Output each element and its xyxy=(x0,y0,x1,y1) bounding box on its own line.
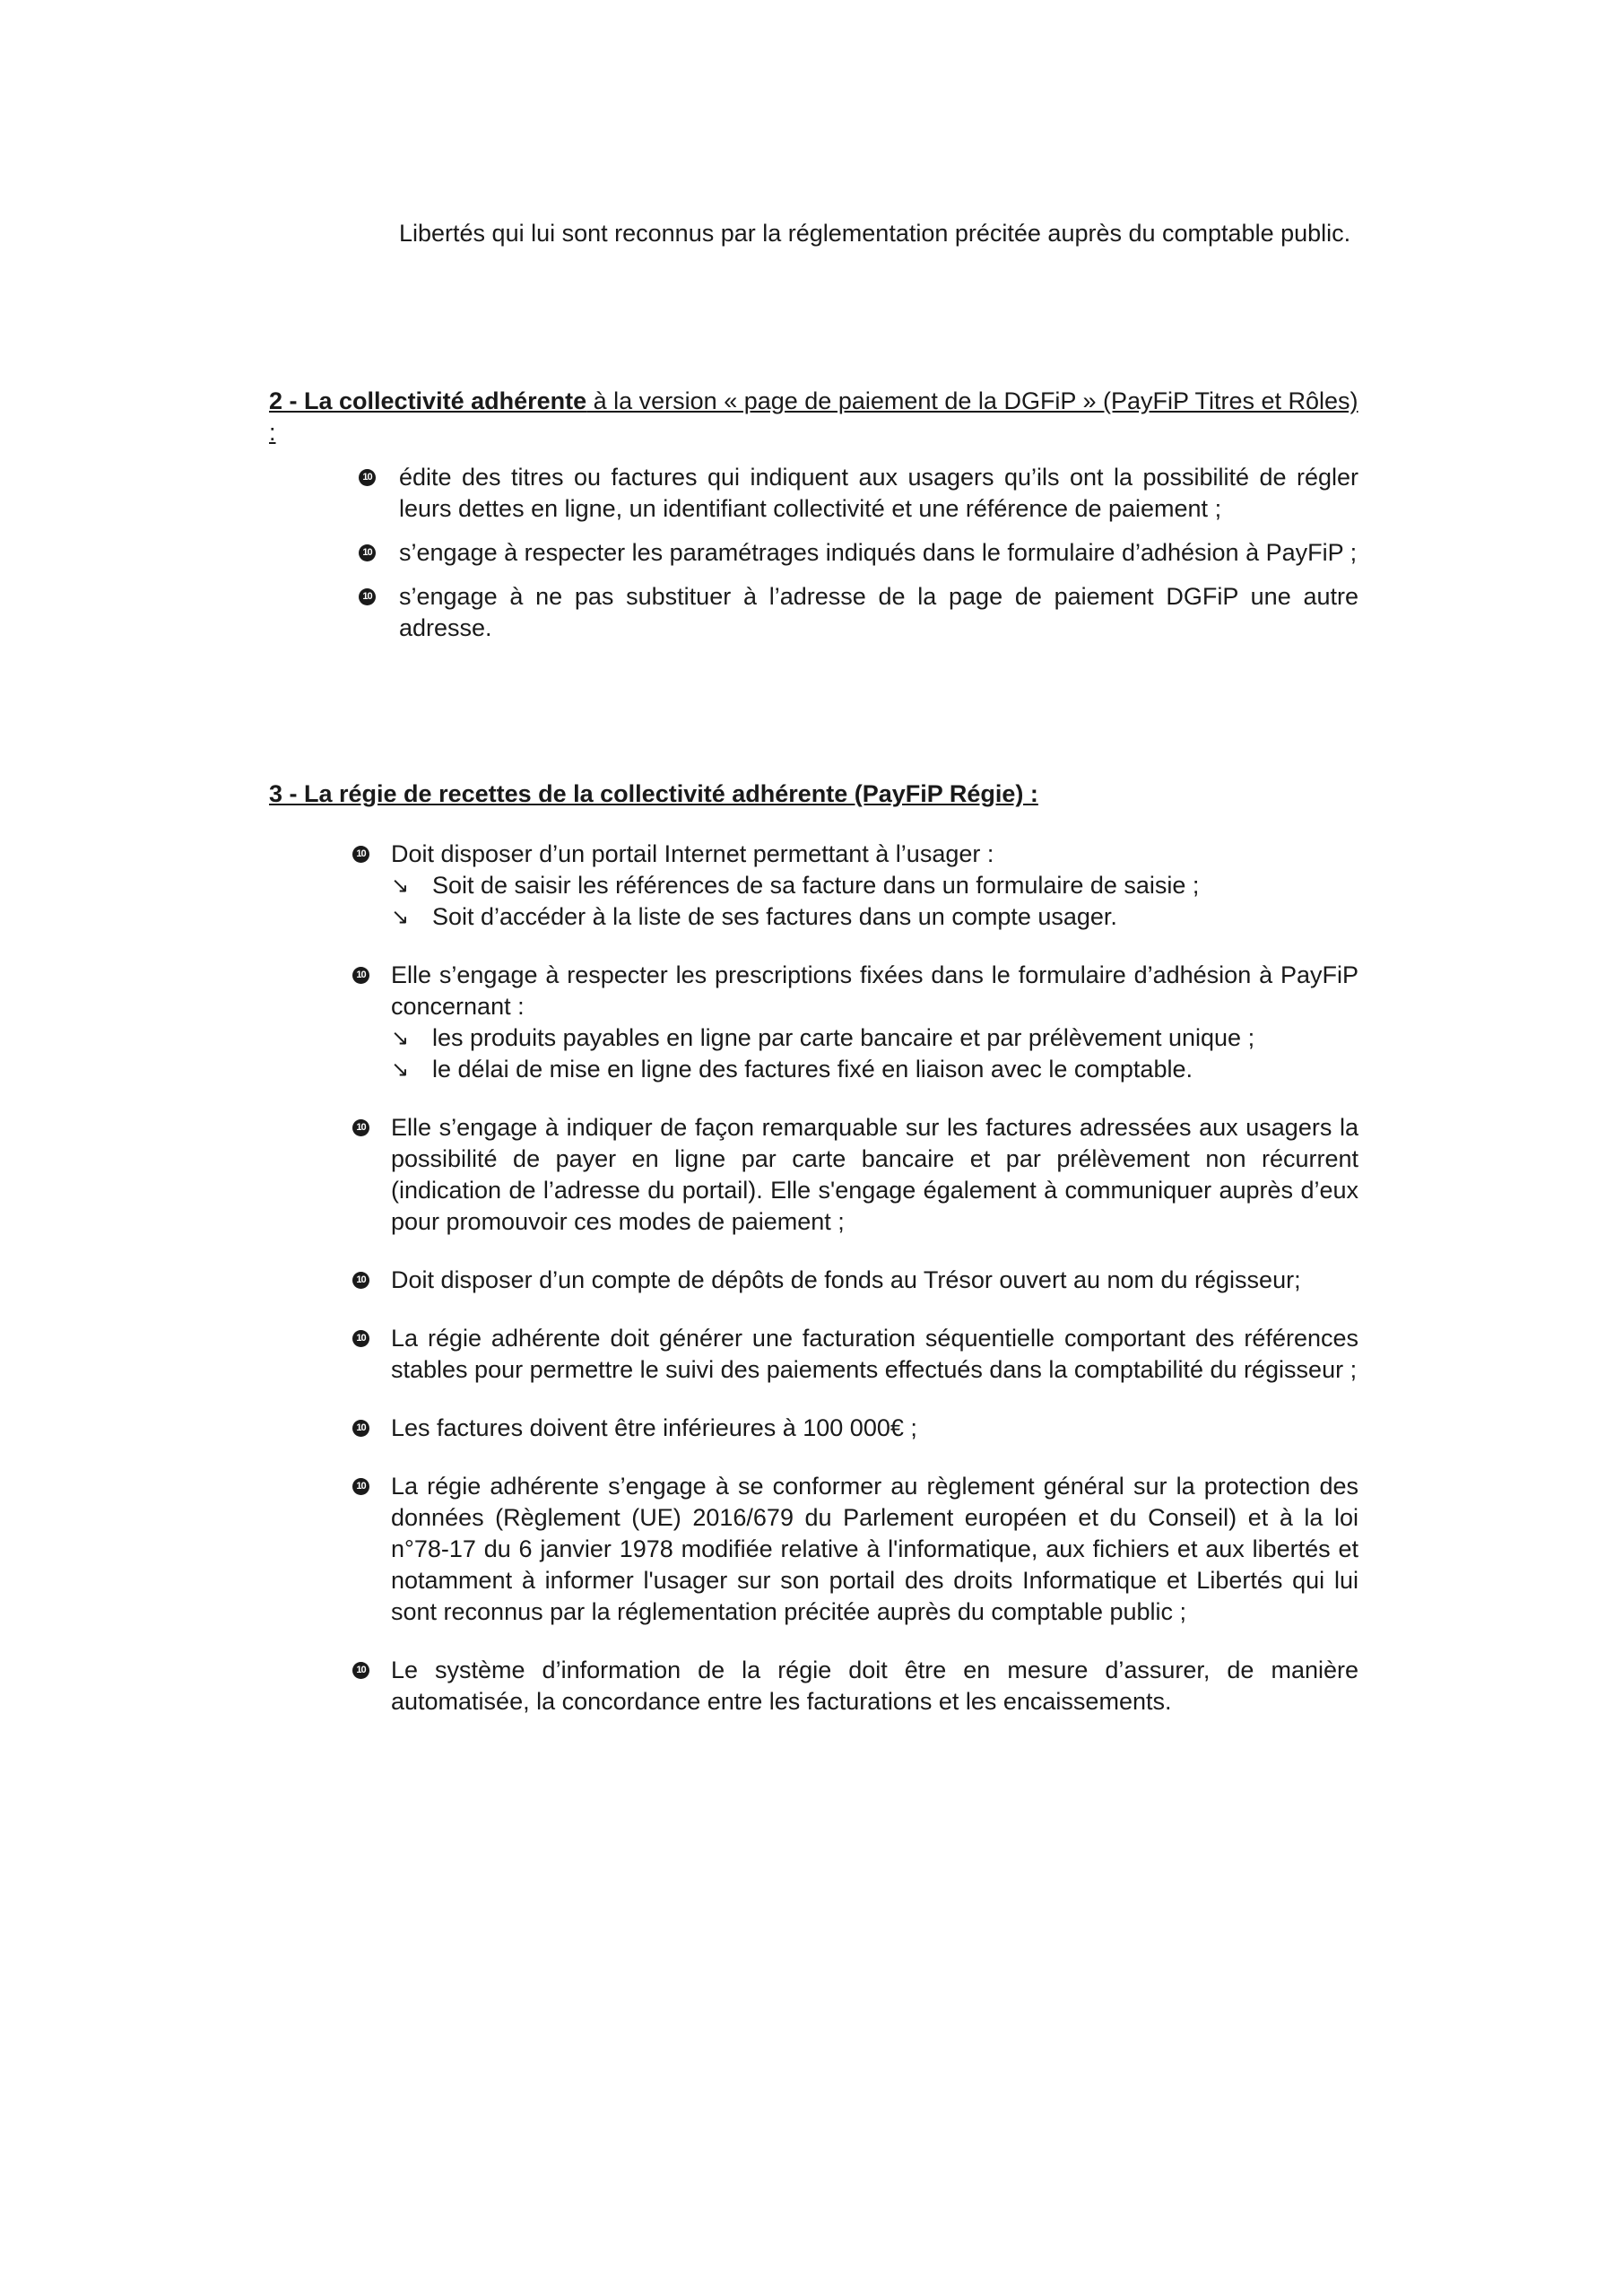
list-item xyxy=(352,839,1358,933)
list-item-text: Elle s’engage à respecter les prescriptions fixées dans le formulaire d’adhésion à PayFiP concernant : xyxy=(391,961,1358,1020)
list-item-text: Les factures doivent être inférieures à 100 000€ ; xyxy=(391,1414,917,1441)
carryover-paragraph: Libertés qui lui sont reconnus par la réglementation précitée auprès du comptable public. xyxy=(399,220,1351,247)
list-item xyxy=(359,537,1358,569)
bullet-icon: 10 xyxy=(352,846,369,863)
bullet-icon: 10 xyxy=(352,1420,369,1437)
list-item xyxy=(352,1265,1358,1296)
list-item-text: Elle s’engage à indiquer de façon remarquable sur les factures adressées aux usagers la possibilité de payer en ligne par carte bancaire et par prélèvement non récurrent (indication de l’adresse du portail). Elle s'engage également à communiquer auprès d’eux pour promouvoir ces modes de paiement ; xyxy=(391,1114,1358,1235)
bullet-icon: 10 xyxy=(352,967,369,984)
sub-list-item-text: les produits payables en ligne par carte bancaire et par prélèvement unique ; xyxy=(432,1024,1255,1051)
section-2-heading-bold: 2 - La collectivité adhérente xyxy=(269,387,587,414)
arrow-down-right-icon: ↘ xyxy=(391,874,410,898)
sub-list xyxy=(391,870,1358,933)
bullet-icon: 10 xyxy=(352,1478,369,1495)
list-item xyxy=(359,581,1358,644)
sub-list-item xyxy=(391,901,1358,933)
list-item-text: La régie adhérente doit générer une facturation séquentielle comportant des références stables pour permettre le suivi des paiements effectués dans la comptabilité du régisseur ; xyxy=(391,1325,1358,1383)
list-item xyxy=(352,1323,1358,1386)
sub-list-item-text: Soit de saisir les références de sa facture dans un formulaire de saisie ; xyxy=(432,872,1200,899)
sub-list-item xyxy=(391,870,1358,901)
sub-list-item-text: Soit d’accéder à la liste de ses factures dans un compte usager. xyxy=(432,903,1117,930)
bullet-icon: 10 xyxy=(352,1119,369,1136)
list-item xyxy=(352,1471,1358,1628)
bullet-icon: 10 xyxy=(352,1272,369,1289)
arrow-down-right-icon: ↘ xyxy=(391,905,410,929)
bullet-icon: 10 xyxy=(359,469,376,486)
list-item xyxy=(352,960,1358,1085)
bullet-icon: 10 xyxy=(352,1662,369,1679)
list-item-text: Doit disposer d’un compte de dépôts de fonds au Trésor ouvert au nom du régisseur; xyxy=(391,1266,1301,1293)
section-2-heading-rest: à la version « page de paiement de la DGFiP » (PayFiP Titres et Rôles) : xyxy=(269,387,1358,446)
sub-list-item-text: le délai de mise en ligne des factures fixé en liaison avec le comptable. xyxy=(432,1056,1193,1083)
list-item-text: Doit disposer d’un portail Internet permettant à l’usager : xyxy=(391,840,994,867)
bullet-icon: 10 xyxy=(359,588,376,605)
list-item-text: La régie adhérente s’engage à se conformer au règlement général sur la protection des données (Règlement (UE) 2016/679 du Parlement européen et du Conseil) et à la loi n°78-17 du 6 janvier 1978 modifiée relative à l'informatique, aux fichiers et aux libertés et notamment à informer l'usager sur son portail des droits Informatique et Libertés qui lui sont reconnus par la réglementation précitée auprès du comptable public ; xyxy=(391,1473,1358,1625)
section-3-heading: 3 - La régie de recettes de la collectivité adhérente (PayFiP Régie) : xyxy=(269,780,1038,807)
list-item-text: s’engage à respecter les paramétrages indiqués dans le formulaire d’adhésion à PayFiP ; xyxy=(399,539,1358,566)
section-2-heading xyxy=(269,386,1358,448)
list-item xyxy=(352,1112,1358,1238)
bullet-icon: 10 xyxy=(359,544,376,561)
section-3-list xyxy=(352,839,1358,1744)
sub-list-item xyxy=(391,1054,1358,1085)
arrow-down-right-icon: ↘ xyxy=(391,1026,410,1050)
arrow-down-right-icon: ↘ xyxy=(391,1057,410,1082)
section-2-list xyxy=(359,462,1358,657)
list-item xyxy=(352,1413,1358,1444)
list-item-text: s’engage à ne pas substituer à l’adresse de la page de paiement DGFiP une autre adresse. xyxy=(399,583,1358,641)
list-item xyxy=(352,1655,1358,1718)
sub-list-item xyxy=(391,1022,1358,1054)
list-item xyxy=(359,462,1358,525)
sub-list xyxy=(391,1022,1358,1085)
list-item-text: Le système d’information de la régie doit être en mesure d’assurer, de manière automatisée, la concordance entre les facturations et les encaissements. xyxy=(391,1657,1358,1715)
bullet-icon: 10 xyxy=(352,1330,369,1347)
list-item-text: édite des titres ou factures qui indiquent aux usagers qu’ils ont la possibilité de régler leurs dettes en ligne, un identifiant collectivité et une référence de paiement ; xyxy=(399,464,1358,522)
